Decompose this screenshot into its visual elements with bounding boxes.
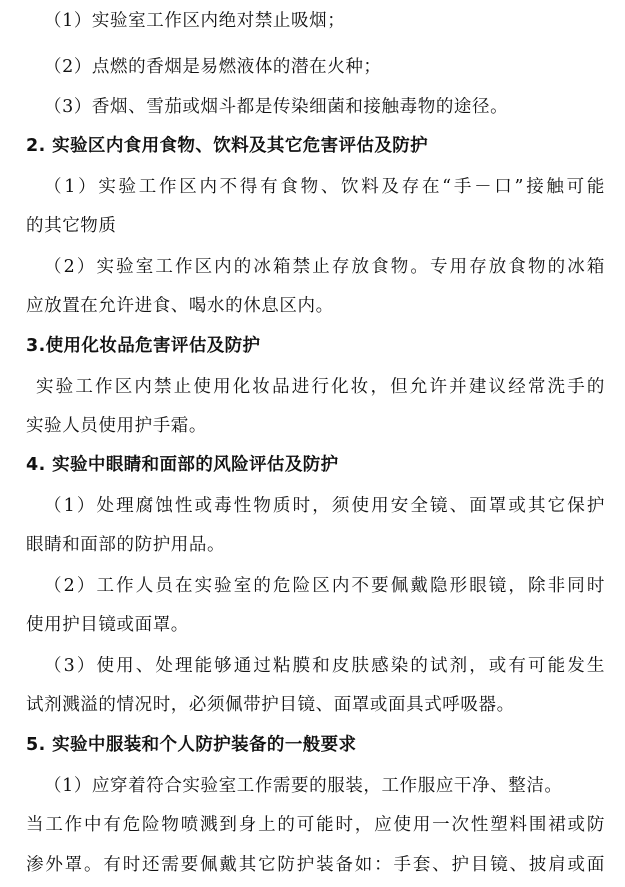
body-line: （1）应穿着符合实验室工作需要的服装，工作服应干净、整洁。 [44, 776, 563, 796]
body-line: （3）使用、处理能够通过粘膜和皮肤感染的试剂，或有可能发生 [44, 656, 605, 676]
body-line: （1）实验工作区内不得有食物、饮料及存在“手－口”接触可能 [44, 177, 605, 197]
body-line: 试剂溅溢的情况时，必须佩带护目镜、面罩或面具式呼吸器。 [26, 695, 515, 715]
body-line: （1）实验室工作区内绝对禁止吸烟； [44, 11, 346, 31]
body-line: （2）点燃的香烟是易燃液体的潜在火种； [44, 57, 382, 77]
body-line: 的其它物质 [26, 216, 117, 236]
body-line: 眼睛和面部的防护用品。 [26, 535, 226, 555]
body-line: 实验人员使用护手霜。 [26, 416, 207, 436]
section-heading-2: 2. 实验区内食用食物、饮料及其它危害评估及防护 [26, 136, 429, 156]
body-line: 使用护目镜或面罩。 [26, 615, 189, 635]
section-heading-4: 4. 实验中眼睛和面部的风险评估及防护 [26, 455, 339, 475]
body-line: （2）实验室工作区内的冰箱禁止存放食物。专用存放食物的冰箱 [44, 257, 605, 277]
body-line: （1）处理腐蚀性或毒性物质时，须使用安全镜、面罩或其它保护 [44, 496, 605, 516]
body-line: 实验工作区内禁止使用化妆品进行化妆，但允许并建议经常洗手的 [36, 377, 605, 397]
body-line: （3）香烟、雪茄或烟斗都是传染细菌和接触毒物的途径。 [44, 97, 509, 117]
body-line: 当工作中有危险物喷溅到身上的可能时，应使用一次性塑料围裙或防 [26, 815, 605, 835]
body-line: 应放置在允许进食、喝水的休息区内。 [26, 296, 334, 316]
body-line: （2）工作人员在实验室的危险区内不要佩戴隐形眼镜，除非同时 [44, 576, 605, 596]
section-heading-3: 3.使用化妆品危害评估及防护 [26, 336, 261, 356]
section-heading-5: 5. 实验中服装和个人防护装备的一般要求 [26, 735, 357, 755]
body-line: 渗外罩。有时还需要佩戴其它防护装备如：手套、护目镜、披肩或面 [26, 855, 605, 875]
